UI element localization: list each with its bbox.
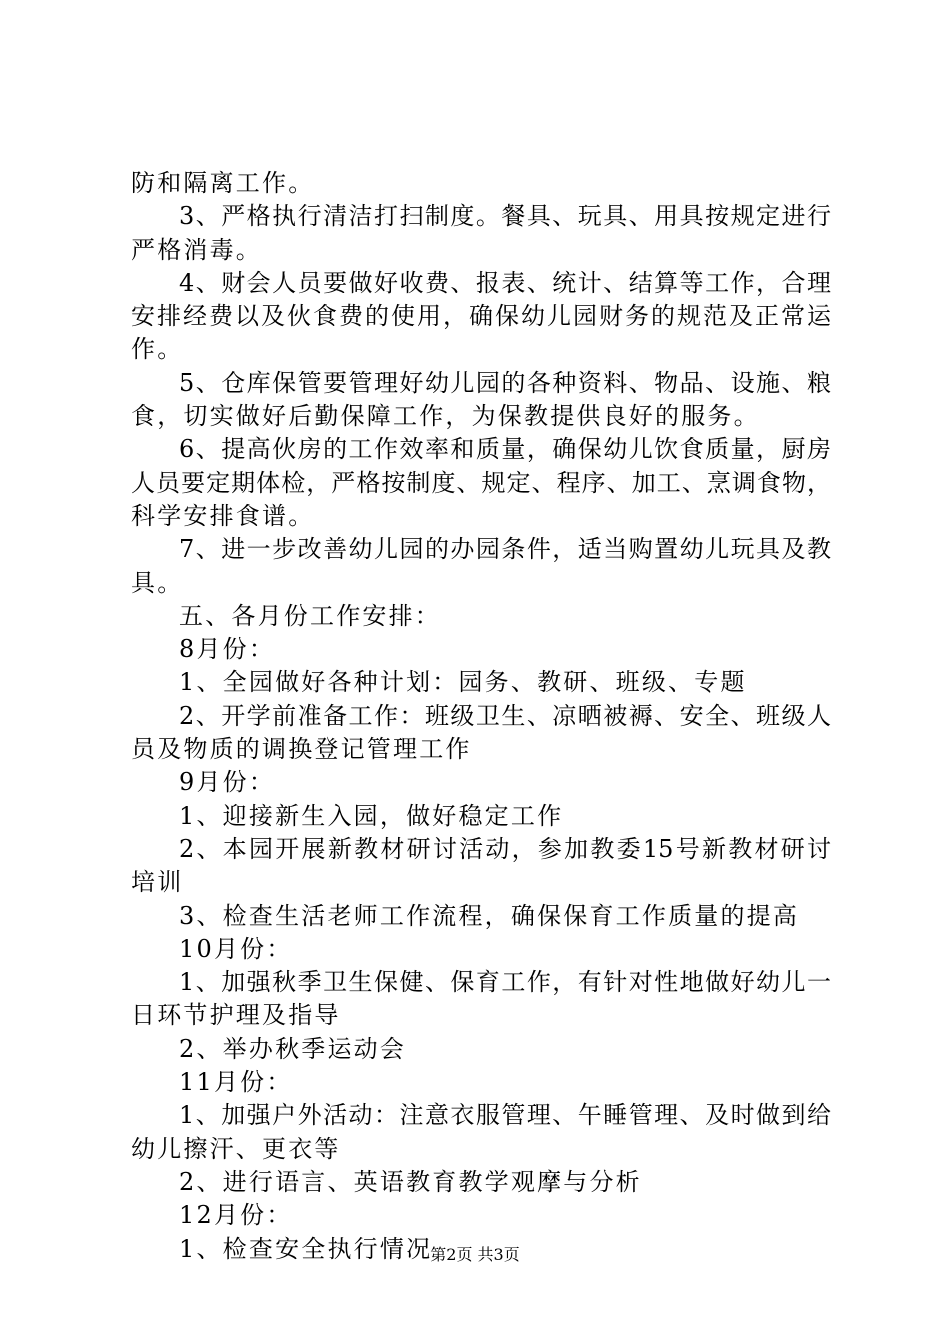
text-line: 日环节护理及指导 [131, 1001, 341, 1030]
text-line: 幼儿擦汗、更衣等 [131, 1134, 341, 1163]
text-line: 2、举办秋季运动会 [179, 1034, 407, 1063]
text-line: 9月份： [179, 768, 276, 797]
text-line: 作。 [131, 335, 184, 364]
text-line: 8月份： [179, 635, 276, 664]
text-line: 4、财会人员要做好收费、报表、统计、结算等工作，合理 [179, 268, 831, 297]
text-line: 具。 [131, 568, 184, 597]
text-line: 防和隔离工作。 [131, 169, 315, 197]
text-line: 7、进一步改善幼儿园的办园条件，适当购置幼儿玩具及教 [179, 535, 831, 564]
text-line: 员及物质的调换登记管理工作 [131, 735, 472, 764]
text-line: 10月份： [179, 934, 293, 963]
text-line: 12月份： [179, 1201, 293, 1230]
text-line: 1、检查安全执行情况 [179, 1234, 433, 1263]
document-body [131, 167, 831, 1266]
text-line: 1、加强户外活动：注意衣服管理、午睡管理、及时做到给 [179, 1101, 831, 1130]
text-line: 2、进行语言、英语教育教学观摩与分析 [179, 1167, 642, 1196]
page-number-footer: 第2页 共3页 [430, 1245, 520, 1264]
text-line: 安排经费以及伙食费的使用，确保幼儿园财务的规范及正常运 [131, 302, 831, 331]
text-line: 1、迎接新生入园，做好稳定工作 [179, 801, 564, 830]
text-line: 培训 [131, 868, 184, 897]
text-line: 人员要定期体检，严格按制度、规定、程序、加工、烹调食物， [131, 468, 831, 497]
text-line: 1、加强秋季卫生保健、保育工作，有针对性地做好幼儿一 [179, 968, 831, 997]
text-line: 严格消毒。 [131, 235, 262, 264]
text-line: 五、各月份工作安排： [179, 601, 441, 630]
text-line: 3、检查生活老师工作流程，确保保育工作质量的提高 [179, 901, 800, 930]
text-line: 3、严格执行清洁打扫制度。餐具、玩具、用具按规定进行 [179, 202, 831, 231]
text-line: 2、本园开展新教材研讨活动，参加教委15号新教材研讨 [179, 834, 831, 863]
text-line: 11月份： [179, 1068, 293, 1097]
text-line: 科学安排食谱。 [131, 501, 315, 530]
text-line: 食，切实做好后勤保障工作，为保教提供良好的服务。 [131, 402, 760, 431]
text-line: 2、开学前准备工作：班级卫生、凉晒被褥、安全、班级人 [179, 701, 831, 730]
text-line: 6、提高伙房的工作效率和质量，确保幼儿饮食质量，厨房 [179, 435, 831, 464]
text-line: 1、全园做好各种计划：园务、教研、班级、专题 [179, 668, 747, 697]
text-line: 5、仓库保管要管理好幼儿园的各种资料、物品、设施、粮 [179, 368, 831, 397]
